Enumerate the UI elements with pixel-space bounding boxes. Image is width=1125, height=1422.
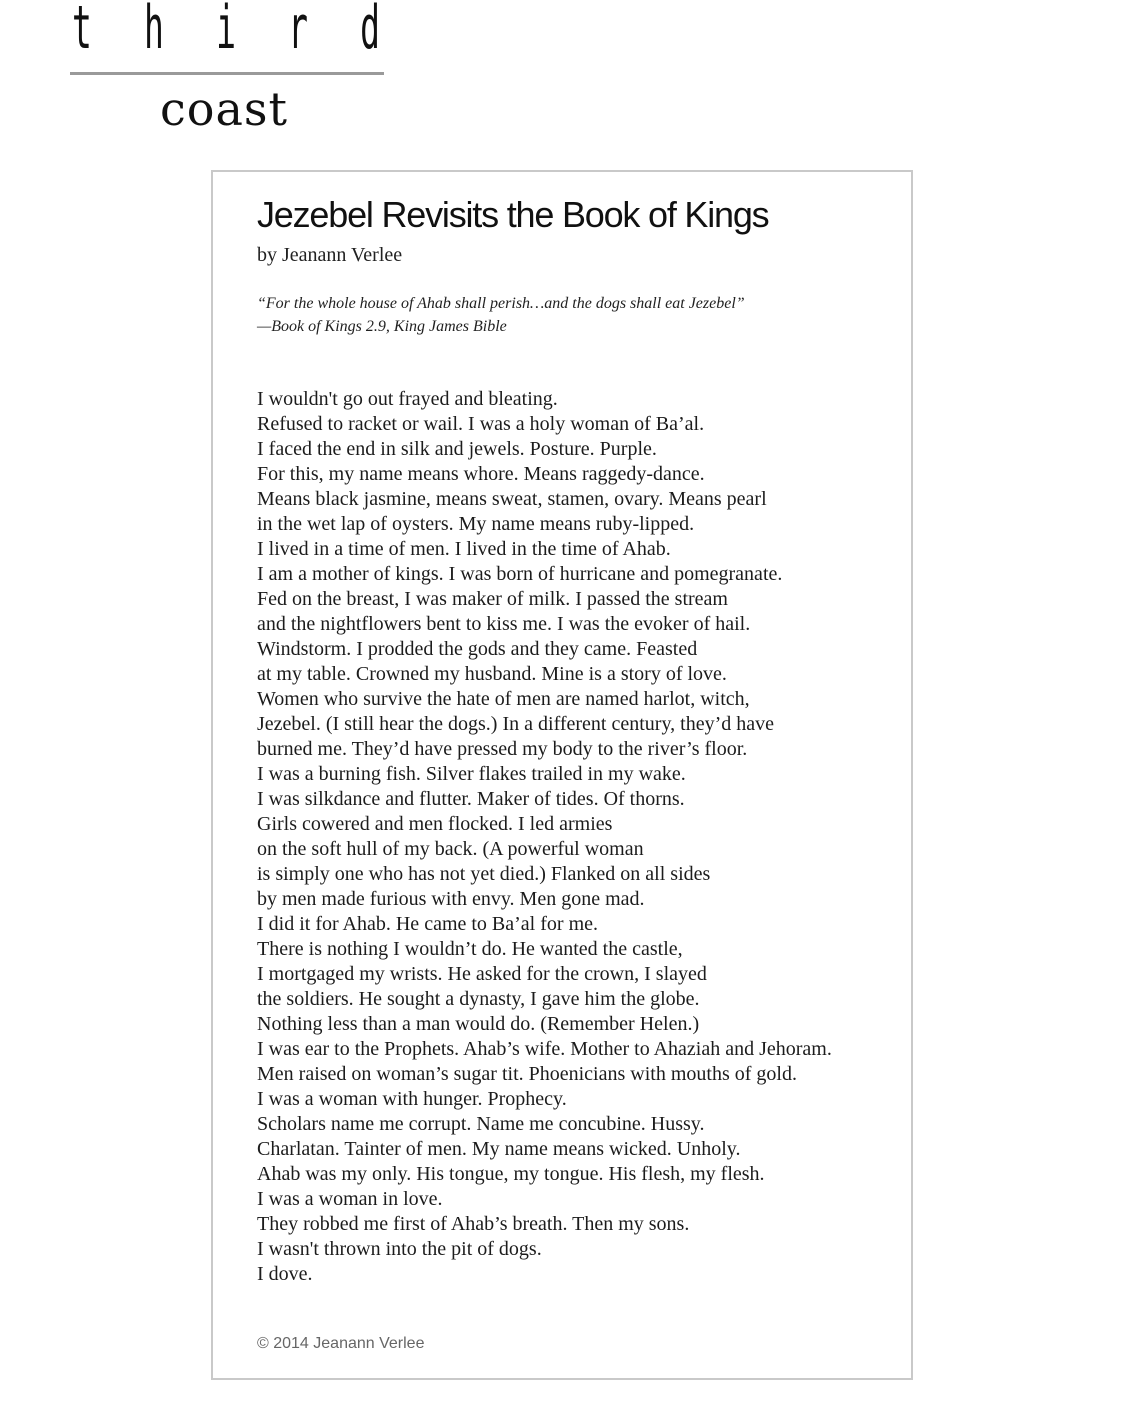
poem-line: Nothing less than a man would do. (Remember Helen.) [257,1013,700,1035]
poem-line: Fed on the breast, I was maker of milk. I passed the stream [257,588,728,610]
poem-line: Jezebel. (I still hear the dogs.) In a different century, they’d have [257,713,775,735]
poem-line: at my table. Crowned my husband. Mine is a story of love. [257,663,727,685]
poem-title: Jezebel Revisits the Book of Kings [257,194,769,235]
copyright-notice: © 2014 Jeanann Verlee [257,1335,425,1352]
poem-line: and the nightflowers bent to kiss me. I was the evoker of hail. [257,613,751,635]
poem-line: Girls cowered and men flocked. I led armies [257,813,613,835]
poem-line: burned me. They’d have pressed my body to the river’s floor. [257,738,748,760]
poem-line: Men raised on woman’s sugar tit. Phoenicians with mouths of gold. [257,1063,797,1085]
logo-coast: coast [160,82,288,136]
poem-line: I was a burning fish. Silver flakes trailed in my wake. [257,763,686,785]
poem-line: Windstorm. I prodded the gods and they came. Feasted [257,638,698,660]
poem-line: There is nothing I wouldn’t do. He wanted the castle, [257,938,683,960]
poem-line: Scholars name me corrupt. Name me concubine. Hussy. [257,1113,705,1135]
logo-divider [70,72,384,75]
poem-line: I am a mother of kings. I was born of hurricane and pomegranate. [257,563,783,585]
poem-line: I was silkdance and flutter. Maker of tides. Of thorns. [257,788,685,810]
logo-third [72,0,380,63]
poem-line: the soldiers. He sought a dynasty, I gave him the globe. [257,988,700,1010]
logo-letter: h [144,0,164,63]
poem-line: Means black jasmine, means sweat, stamen, ovary. Means pearl [257,488,767,510]
poem-card [211,170,913,1380]
epigraph-source: —Book of Kings 2.9, King James Bible [257,318,507,335]
epigraph-quote: “For the whole house of Ahab shall perish…and the dogs shall eat Jezebel” [257,295,745,312]
poem-line: I wasn't thrown into the pit of dogs. [257,1238,542,1260]
logo-letter: d [360,0,380,63]
poem-line: in the wet lap of oysters. My name means ruby-lipped. [257,513,695,535]
poem-line: I mortgaged my wrists. He asked for the crown, I slayed [257,963,707,985]
poem-line: I was a woman in love. [257,1188,443,1210]
poem-line: They robbed me first of Ahab’s breath. Then my sons. [257,1213,690,1235]
logo-letter: i [216,0,236,63]
poem-line: Ahab was my only. His tongue, my tongue. His flesh, my flesh. [257,1163,765,1185]
poem-line: I lived in a time of men. I lived in the time of Ahab. [257,538,671,560]
poem-byline: by Jeanann Verlee [257,244,403,266]
poem-line: I dove. [257,1263,313,1285]
logo-letter: t [72,0,92,63]
poem-line: I wouldn't go out frayed and bleating. [257,388,558,410]
poem-line: I did it for Ahab. He came to Ba’al for me. [257,913,598,935]
poem-line: I was a woman with hunger. Prophecy. [257,1088,567,1110]
poem-line: For this, my name means whore. Means raggedy-dance. [257,463,705,485]
poem-line: I was ear to the Prophets. Ahab’s wife. Mother to Ahaziah and Jehoram. [257,1038,832,1060]
poem-line: on the soft hull of my back. (A powerful woman [257,838,644,860]
poem-line: I faced the end in silk and jewels. Posture. Purple. [257,438,657,460]
poem-line: Women who survive the hate of men are named harlot, witch, [257,688,750,710]
epigraph [257,292,745,338]
poem-line: by men made furious with envy. Men gone mad. [257,888,645,910]
poem-line: Refused to racket or wail. I was a holy woman of Ba’al. [257,413,705,435]
poem-body [257,387,832,1287]
poem-line: is simply one who has not yet died.) Flanked on all sides [257,863,711,885]
logo-letter: r [288,0,308,63]
poem-line: Charlatan. Tainter of men. My name means wicked. Unholy. [257,1138,741,1160]
